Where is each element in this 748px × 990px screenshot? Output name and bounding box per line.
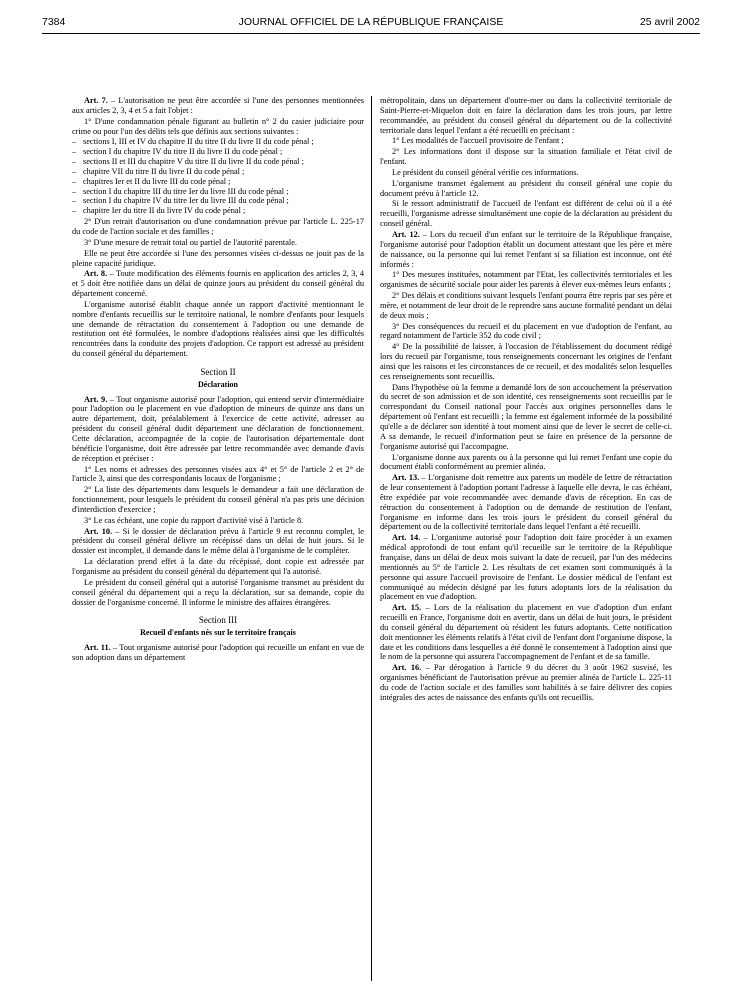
paragraph: 4° De la possibilité de laisser, à l'occasion de l'établissement du document rédigé lors du recueil par l'organisme, tous renseignements concernant les origines de l'enfant ainsi que les raisons et les circonstances de ce recueil, et des modalités selon lesquelles ces renseignements sont recueillis. xyxy=(380,342,672,381)
list-item: – section I du chapitre IV du titre Ier du livre III du code pénal ; xyxy=(72,196,364,206)
article-text: – Si le dossier de déclaration prévu à l'article 9 est reconnu complet, le président du conseil général délivre un récépissé dans un délai de huit jours. Si le dossier est incomplet, il demande dans le même délai à l'organisme de le compléter. xyxy=(72,526,364,556)
column-divider xyxy=(371,96,372,981)
list-item: – chapitre Ier du titre II du livre IV du code pénal ; xyxy=(72,206,364,216)
paragraph: L'organisme autorisé établit chaque année un rapport d'activité mentionnant le nombre d'enfants recueillis sur le territoire national, le nombre d'enfants pour lesquels une demande de rétractation du consentement à l'adoption ou une demande de restitution ont été formulées, le nombre d'adoptions réalisées ainsi que les difficultés rencontrées dans la conduite des projets d'adoption. Ce rapport est adressé au président du conseil général du département. xyxy=(72,299,364,359)
paragraph: 2° D'un retrait d'autorisation ou d'une condamnation prévue par l'article L. 225-17 du code de l'action sociale et des familles ; xyxy=(72,217,364,236)
article-text: – L'autorisation ne peut être accordée si l'une des personnes mentionnées aux articles 2, 3, 4 et 5 a fait l'objet : xyxy=(72,96,364,115)
article-text: – L'organisme autorisé pour l'adoption doit faire procéder à un examen médical approfondi de tout enfant qu'il recueille sur le territoire de la République française, dans un délai de deux mois suivant la date de recueil, par l'un des médecins mentionnés au 5° de l'article 2. Les résultats de cet examen sont communiqués à la personne qui assure l'accueil provisoire de l'enfant. Le dossier médical de l'enfant est communiqué au médecin désigné par les futurs adoptants lors de la réalisation du placement en vue d'adoption. xyxy=(380,533,672,602)
article-label: Art. 11. xyxy=(84,643,111,653)
article-text: – Par dérogation à l'article 9 du décret du 3 août 1962 susvisé, les organismes bénéficiant de l'autorisation prévue au premier alinéa de l'article L. 225-11 du code de l'action sociale et des familles sont habilités à se faire délivrer des copies intégrales des actes de naissance des enfants qu'ils ont recueillis. xyxy=(380,663,672,702)
list-item: – sections I, III et IV du chapitre II du titre II du livre II du code pénal ; xyxy=(72,137,364,147)
paragraph: 1° Les modalités de l'accueil provisoire de l'enfant ; xyxy=(392,136,564,146)
article-9 xyxy=(72,395,364,464)
list-item: – chapitre VII du titre II du livre II du code pénal ; xyxy=(72,167,364,177)
list-item: – sections II et III du chapitre V du titre II du livre II du code pénal ; xyxy=(72,157,364,167)
article-label: Art. 13. xyxy=(392,473,420,483)
paragraph: Elle ne peut être accordée si l'une des personnes visées ci-dessus ne jouit pas de la pleine capacité juridique. xyxy=(72,248,364,268)
article-label: Art. 8. xyxy=(84,269,108,279)
article-8 xyxy=(72,269,364,299)
paragraph: L'organisme donne aux parents ou à la personne qui lui remet l'enfant une copie du document établi conformément au premier alinéa. xyxy=(380,452,672,472)
article-13 xyxy=(380,473,672,532)
article-text: – L'organisme doit remettre aux parents un modèle de lettre de rétractation de leur consentement à l'adoption portant l'adresse à laquelle elle devra, le cas échéant, être expédiée par voie recommandée avec demande d'avis de réception. En cas de rétraction du consentement à l'adoption ou de demande de restitution de l'enfant, l'organisme en informe dans les trois jours le président du conseil général du département ou de la collectivité territoriale dans lequel l'enfant a été recueilli. xyxy=(380,473,672,532)
paragraph: Le président du conseil général vérifie ces informations. xyxy=(392,167,579,177)
paragraph: Dans l'hypothèse où la femme a demandé lors de son accouchement la préservation du secret de son admission et de son identité, ces renseignements sont recueillis par le correspondant du Conseil national pour l'accès aux origines personnelles dans le département où l'enfant est recueilli ; la femme est également informée de la possibilité qu'elle a de déclarer son identité à tout moment ainsi que de lever le secret de celle-ci. A sa demande, le recueil d'information peut se faire en présence de la personne de l'organisme autorisé qui l'accompagne. xyxy=(380,382,672,451)
paragraph: 3° Des conséquences du recueil et du placement en vue d'adoption de l'enfant, au regard notamment de l'article 352 du code civil ; xyxy=(380,321,672,341)
paragraph: 3° D'une mesure de retrait total ou partiel de l'autorité parentale. xyxy=(84,237,297,247)
paragraph: 2° La liste des départements dans lesquels le demandeur a fait une déclaration de fonctionnement, pour lesquels le président du conseil général n'a pas pris une décision d'interdiction d'exercice ; xyxy=(72,485,364,514)
article-text: – Lors de la réalisation du placement en vue d'adoption d'un enfant recueilli en France, l'organisme doit en avertir, dans un délai de huit jours, le président du conseil général du département où résident les futurs adoptants. Cette notification doit mentionner les éléments relatifs à l'état civil de l'enfant dont l'organisme dispose, la date et les conditions dans lesquelles a été donné le consentement à l'adoption ainsi que le nom de la personne qui assurera l'accompagnement de l'enfant et de sa famille. xyxy=(380,603,672,662)
article-text: – Tout organisme autorisé pour l'adoption, qui entend servir d'intermédiaire pour l'adoption ou le placement en vue d'adoption de mineurs de quinze ans dans un autre département, doit, préalablement à l'exercice de cette activité, adresser au président du conseil général dudit département une déclaration de fonctionnement. Cette déclaration, accompagnée de la copie de l'autorisation départementale dont bénéficie l'organisme, doit être adressée par lettre recommandée avec demande d'avis de réception et préciser : xyxy=(72,394,364,463)
article-label: Art. 16. xyxy=(392,663,422,673)
section-subheading: Recueil d'enfants nés sur le territoire français xyxy=(140,628,296,638)
list-item: – section I du chapitre IV du titre II du livre II du code pénal ; xyxy=(72,147,364,157)
article-16 xyxy=(380,663,672,702)
page-number: 7384 xyxy=(42,16,66,28)
section-list xyxy=(72,137,364,216)
journal-title: JOURNAL OFFICIEL DE LA RÉPUBLIQUE FRANÇAISE xyxy=(238,16,504,28)
paragraph: 1° D'une condamnation pénale figurant au bulletin n° 2 du casier judiciaire pour crime ou pour l'un des délits tels que définis aux sections suivantes : xyxy=(72,116,364,136)
article-10 xyxy=(72,527,364,557)
paragraph: 1° Les noms et adresses des personnes visées aux 4° et 5° de l'article 2 et 2° de l'article 3, ainsi que des correspondants locaux de l'organisme ; xyxy=(72,464,364,484)
paragraph: Si le ressort administratif de l'accueil de l'enfant est différent de celui où il a été recueilli, l'organisme adresse simultanément une copie de la déclaration au président du conseil général. xyxy=(380,199,672,229)
list-item: – section I du chapitre III du titre Ier du livre III du code pénal ; xyxy=(72,187,364,197)
paragraph: métropolitain, dans un département d'outre-mer ou dans la collectivité territoriale de Saint-Pierre-et-Miquelon doit en faire la déclaration dans les trois jours, par lettre recommandée, au président du conseil général du département ou de la collectivité territoriale dans lequel l'enfant a été recueilli en précisant : xyxy=(380,96,672,135)
article-label: Art. 14. xyxy=(392,533,421,543)
header-rule xyxy=(42,33,700,34)
paragraph: L'organisme transmet également au président du conseil général une copie du document prévu à l'article 12. xyxy=(380,178,672,198)
paragraph: La déclaration prend effet à la date du récépissé, dont copie est adressée par l'organisme au président du conseil général du département qui l'a autorisé. xyxy=(72,557,364,576)
article-14 xyxy=(380,533,672,602)
article-label: Art. 7. xyxy=(84,96,108,105)
article-text: – Tout organisme autorisé pour l'adoption qui recueille un enfant en vue de son adoption dans un département xyxy=(72,643,364,662)
article-label: Art. 10. xyxy=(84,526,113,536)
article-text: – Lors du recueil d'un enfant sur le territoire de la République française, l'organisme autorisé pour l'adoption établit un document attestant que les père et mère de naissance, ou la personne qui lui remet l'enfant si sa filiation est inconnue, ont été informés : xyxy=(380,229,672,269)
section-heading: Section II xyxy=(200,366,236,377)
article-label: Art. 12. xyxy=(392,229,420,239)
article-12 xyxy=(380,230,672,269)
article-15 xyxy=(380,603,672,662)
right-column xyxy=(380,96,672,989)
article-label: Art. 9. xyxy=(84,394,108,404)
page-header xyxy=(42,16,700,32)
article-label: Art. 15. xyxy=(392,603,422,613)
paragraph: 2° Les informations dont il dispose sur la situation familiale et l'état civil de l'enfant. xyxy=(380,147,672,167)
list-item: – chapitres Ier et II du livre III du code pénal ; xyxy=(72,177,364,187)
section-subheading: Déclaration xyxy=(198,379,238,389)
paragraph: 3° Le cas échéant, une copie du rapport d'activité visé à l'article 8. xyxy=(84,515,304,525)
article-11 xyxy=(72,643,364,663)
paragraph: Le président du conseil général qui a autorisé l'organisme transmet au président du conseil général du département qui a reçu la déclaration, sur sa demande, copie du dossier de l'organisme concerné. Il informe le ministre des affaires étrangères. xyxy=(72,577,364,607)
article-text: – Toute modification des éléments fournis en application des articles 2, 3, 4 et 5 doit être notifiée dans un délai de quinze jours au président du conseil général du département concerné. xyxy=(72,269,364,299)
paragraph: 2° Des délais et conditions suivant lesquels l'enfant pourra être repris par ses père et mère, et notamment de leur droit de le reprendre sans aucune formalité pendant un délai de deux mois ; xyxy=(380,291,672,320)
article-7 xyxy=(72,96,364,116)
issue-date: 25 avril 2002 xyxy=(639,16,700,28)
paragraph: 1° Des mesures instituées, notamment par l'Etat, les collectivités territoriales et les organismes de sécurité sociale pour aider les parents à élever eux-mêmes leurs enfants ; xyxy=(380,270,672,290)
left-column xyxy=(72,96,364,989)
section-heading: Section III xyxy=(198,615,238,626)
